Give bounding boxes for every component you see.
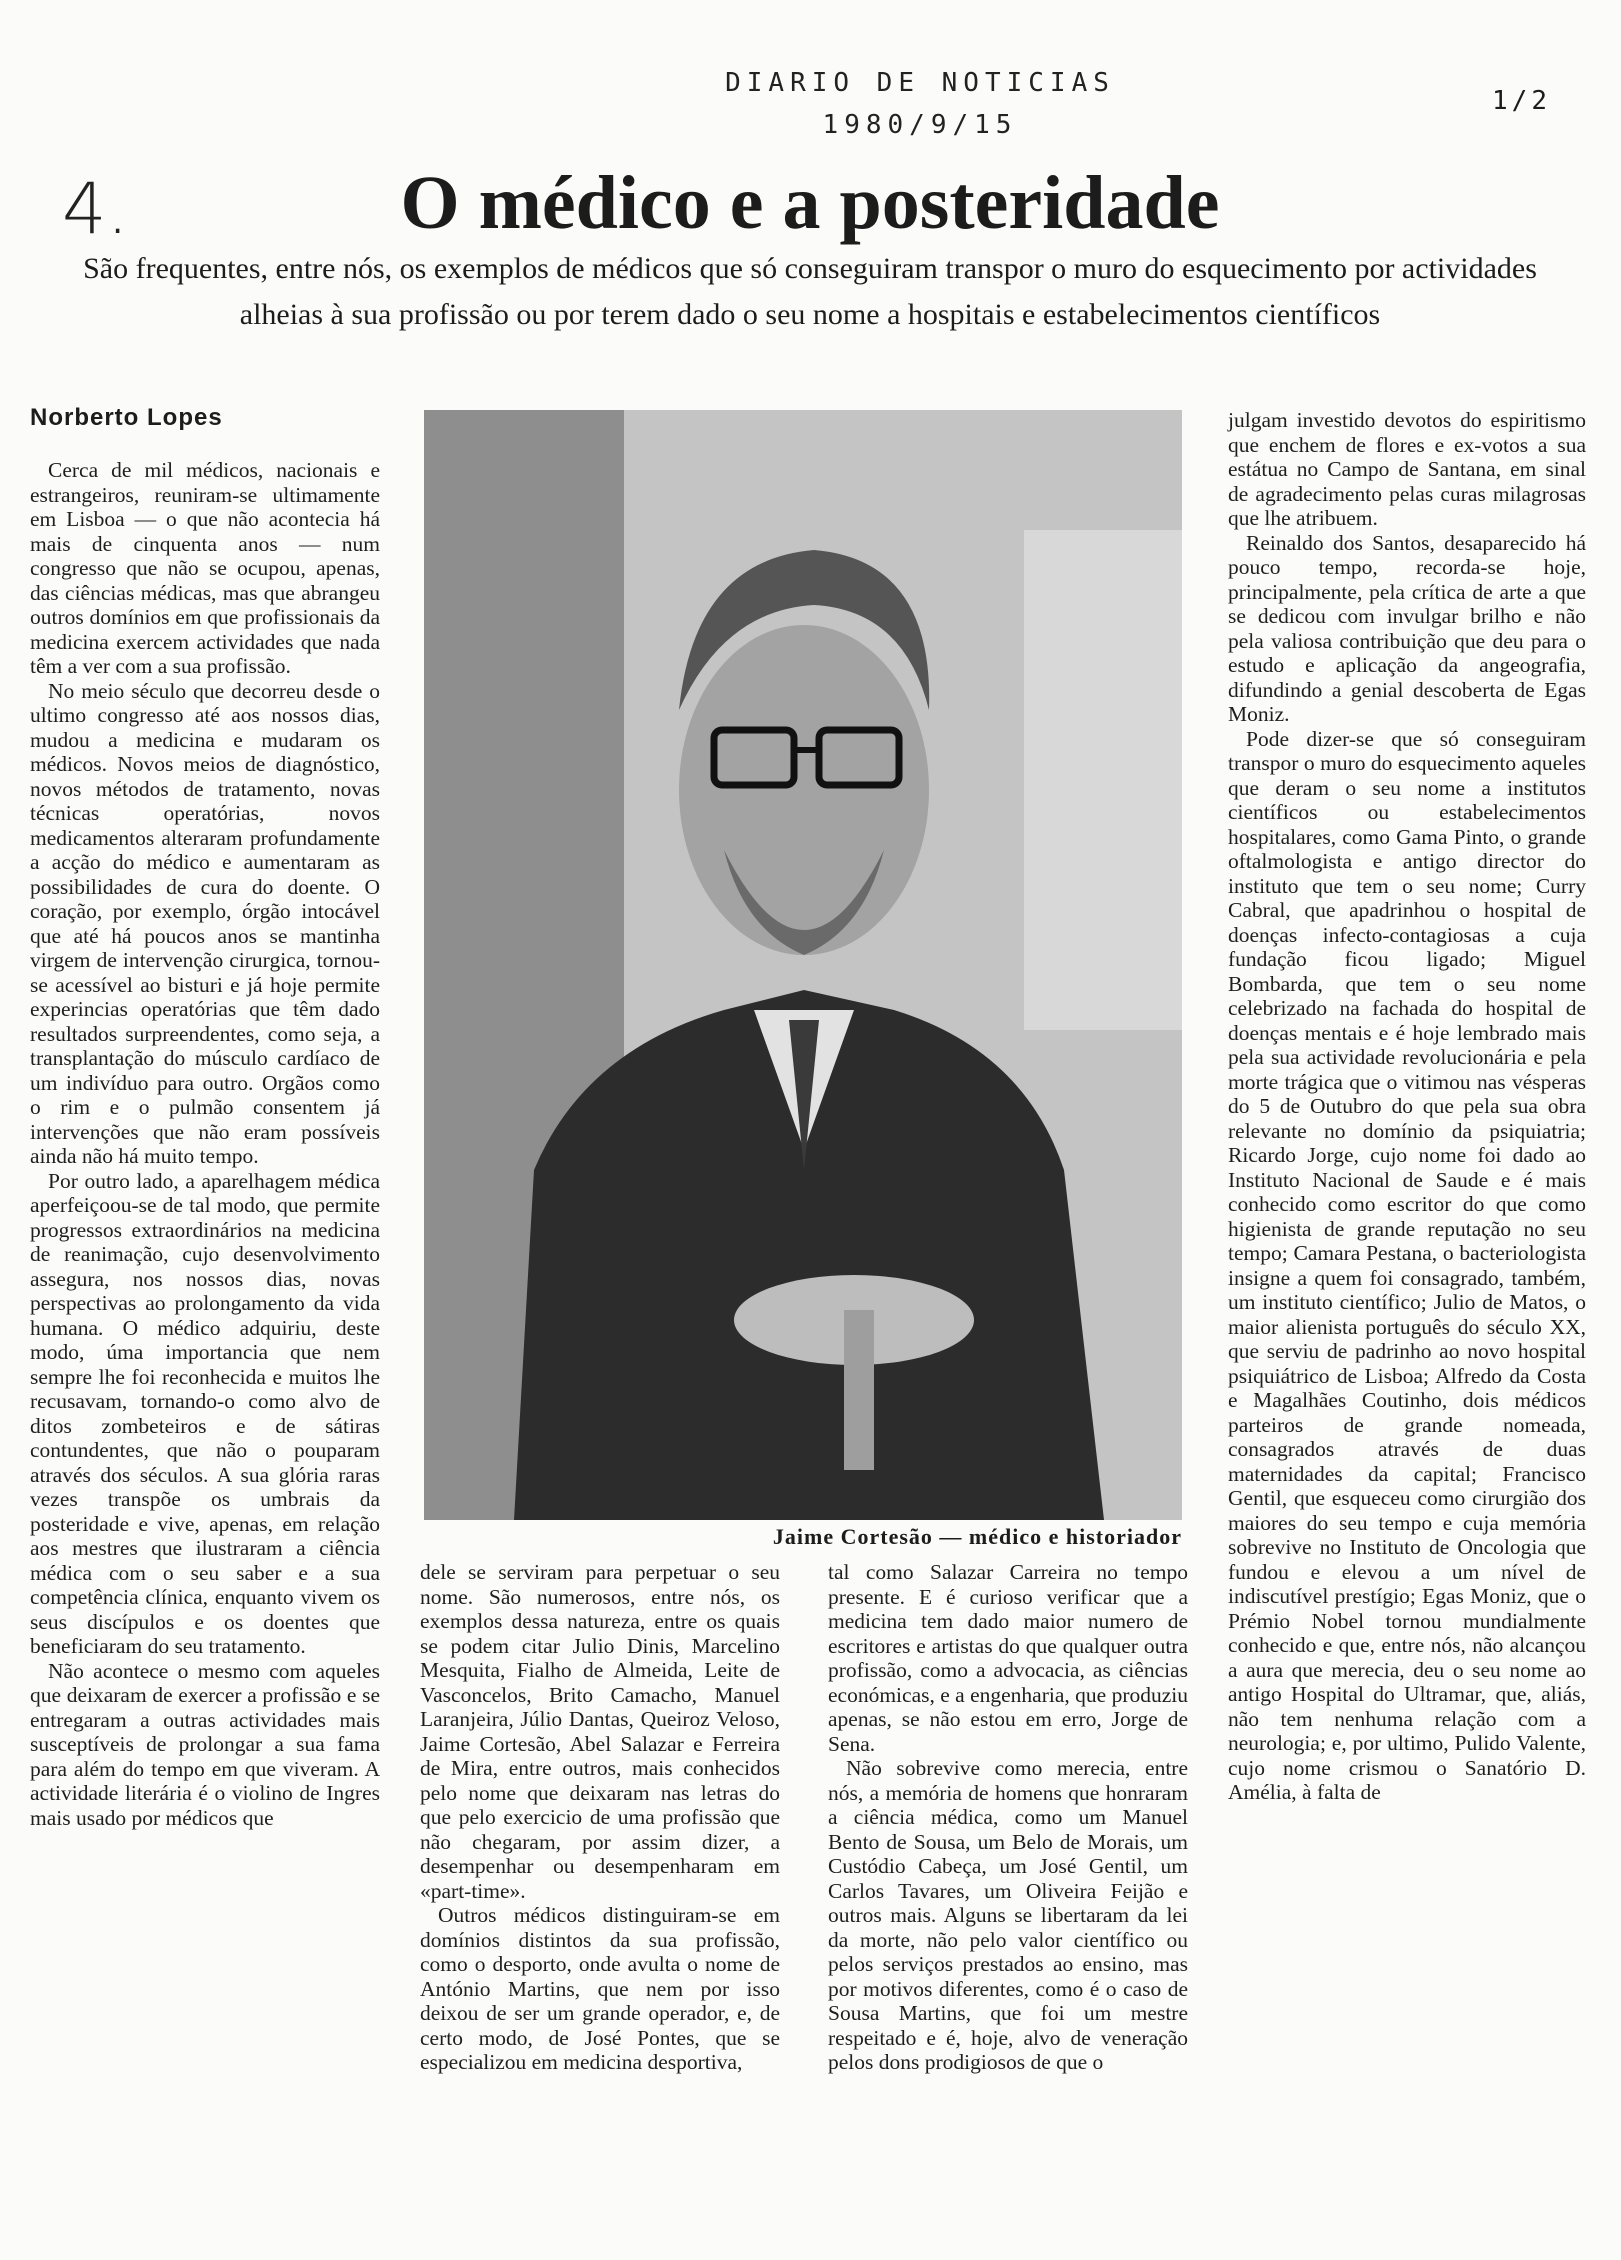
paragraph: Por outro lado, a aparelhagem médica aperfeiçoou-se de tal modo, que permite progressos extraordinários na medicina de reanimação, cujo desenvolvimento assegura, nos nossos dias, novas perspectivas ao prolongamento da vida humana. O médico adquiriu, deste modo, úma importancia que nem sempre lhe foi reconhecida e muitos lhe recusavam, tornando-o como alvo de ditos zombeteiros e de sátiras contundentes, que não o pouparam através dos séculos. A sua glória raras vezes transpõe os umbrais da posteridade e vive, apenas, em relação aos mestres que ilustraram a ciência médica com o seu saber e a sua competência clínica, enquanto vivem os seus discípulos e os doentes que beneficiaram do seu tratamento.: [30, 1168, 380, 1658]
masthead: [720, 62, 1120, 146]
photo-caption: Jaime Cortesão — médico e historiador: [772, 1524, 1182, 1549]
column-3: [828, 1560, 1188, 2250]
source-name: DIARIO DE NOTICIAS: [725, 68, 1115, 98]
article-title: O médico e a posteridade: [400, 161, 1220, 245]
portrait-photo: [424, 410, 1182, 1520]
paragraph: Reinaldo dos Santos, desaparecido há pouco tempo, recorda-se hoje, principalmente, pela crítica de arte a que se dedicou com invulgar brilho e não pela valiosa contribuição que deu para o estudo e aplicação da angeografia, difundindo a genial descoberta de Egas Moniz.: [1228, 530, 1586, 726]
paragraph: Não acontece o mesmo com aqueles que deixaram de exercer a profissão e se entregaram a outras actividades mais susceptíveis de prolongar a sua fama para além do tempo em que viveram. A actividade literária é o violino de Ingres mais usado por médicos que: [30, 1658, 380, 1830]
column-2: [420, 1560, 780, 2250]
publication-date: 1980/9/15: [822, 110, 1018, 140]
author-byline: Norberto Lopes: [30, 404, 223, 431]
paragraph: tal como Salazar Carreira no tempo presente. E é curioso verificar que a medicina tem dado maior numero de escritores e artistas do que qualquer outra profissão, como a advocacia, as ciências económicas, e a engenharia, que produziu apenas, se não estou em erro, Jorge de Sena.: [828, 1560, 1188, 1756]
paragraph: Cerca de mil médicos, nacionais e estrangeiros, reuniram-se ultimamente em Lisboa — o que não acontecia há mais de cinquenta anos — num congresso que não se ocupou, apenas, das ciências médicas, mas que abrangeu outros domínios em que profissionais da medicina exercem actividades que nada têm a ver com a sua profissão.: [30, 458, 380, 678]
handwritten-mark: 4.: [62, 168, 129, 250]
paragraph: julgam investido devotos do espiritismo que enchem de flores e ex-votos a sua estátua no Campo de Santana, em sinal de agradecimento pelas curas milagrosas que lhe atribuem.: [1228, 408, 1586, 530]
article-deck: São frequentes, entre nós, os exemplos de médicos que só conseguiram transpor o muro do esquecimento por actividades alheias à sua profissão ou por terem dado o seu nome a hospitais e estabelecimentos científicos: [83, 252, 1537, 331]
column-4: [1228, 408, 1586, 2248]
paragraph: No meio século que decorreu desde o ultimo congresso até aos nossos dias, mudou a medicina e mudaram os médicos. Novos meios de diagnóstico, novos métodos de tratamento, novas técnicas operatórias, novos medicamentos alteraram profundamente a acção do médico e aumentaram as possibilidades de cura do doente. O coração, por exemplo, órgão intocável que até há poucos anos se mantinha virgem de intervenção cirurgica, tornou-se acessível ao bisturi e já hoje permite experincias operatórias que têm dado resultados surpreendentes, como seja, a transplantação do músculo cardíaco de um indivíduo para outro. Orgãos como o rim e o pulmão consentem já intervenções que não eram possíveis ainda não há muito tempo.: [30, 678, 380, 1168]
column-1: [30, 458, 380, 2248]
paragraph: Não sobrevive como merecia, entre nós, a memória de homens que honraram a ciência médica, como um Manuel Bento de Sousa, um Belo de Morais, um Custódio Cabeça, um José Gentil, um Carlos Tavares, um Oliveira Feijão e outros mais. Alguns se libertaram da lei da morte, não pelo valor científico ou pelos serviços prestados ao ensino, mas por motivos diferentes, como é o caso de Sousa Martins, que foi um mestre respeitado e é, hoje, alvo de veneração pelos dons prodigiosos de que o: [828, 1756, 1188, 2074]
page-number: 1/2: [1492, 86, 1551, 116]
portrait-illustration: [424, 410, 1182, 1520]
paragraph: dele se serviram para perpetuar o seu nome. São numerosos, entre nós, os exemplos dessa natureza, entre os quais se podem citar Julio Dinis, Marcelino Mesquita, Fialho de Almeida, Leite de Vasconcelos, Brito Camacho, Manuel Laranjeira, Júlio Dantas, Queiroz Veloso, Jaime Cortesão, Abel Salazar e Ferreira de Mira, entre outros, mais conhecidos pelo nome que deixaram nas letras do que pelo exercicio de uma profissão que não chegaram, por assim dizer, a desempenhar ou desempenharam em «part-time».: [420, 1560, 780, 1903]
paragraph: Pode dizer-se que só conseguiram transpor o muro do esquecimento aqueles que deram o seu nome a institutos científicos ou estabelecimentos hospitalares, como Gama Pinto, o grande oftalmologista e antigo director do instituto que tem o seu nome; Curry Cabral, que apadrinhou o hospital de doenças infecto-contagiosas a cuja fundação ficou ligado; Miguel Bombarda, que tem o seu nome celebrizado na fachada do hospital de doenças mentais e é hoje lembrado mais pela sua actividade revolucionária e pela morte trágica que o vitimou nas vésperas do 5 de Outubro do que pela sua obra relevante no domínio da psiquiatria; Ricardo Jorge, cujo nome foi dado ao Instituto Nacional de Saude e é mais conhecido como escritor do que como higienista de grande reputação no seu tempo; Camara Pestana, o bacteriologista insigne a quem foi consagrado, também, um instituto científico; Julio de Matos, o maior alienista português do século XX, que serviu de padrinho ao novo hospital psiquiátrico de Lisboa; Alfredo da Costa e Magalhães Coutinho, dois médicos parteiros de grande nomeada, consagrados através de duas maternidades da capital; Francisco Gentil, que esqueceu como cirurgião dos maiores do seu tempo e cuja memória sobrevive no Instituto de Oncologia que fundou e elevou a um nível de indiscutível prestígio; Egas Moniz, que o Prémio Nobel tornou mundialmente conhecido e que, entre nós, não alcançou a aura que merecia, deu o seu nome ao antigo Hospital do Ultramar, que, aliás, não tem nenhuma relação com a neurologia; e, por ultimo, Pulido Valente, cujo nome crismou o Sanatório D. Amélia, à falta de: [1228, 726, 1586, 1804]
paragraph: Outros médicos distinguiram-se em domínios distintos da sua profissão, como o desporto, onde avulta o nome de António Martins, que nem por isso deixou de ser um grande operador, e, de certo modo, de José Pontes, que se especializou em medicina desportiva,: [420, 1903, 780, 2074]
